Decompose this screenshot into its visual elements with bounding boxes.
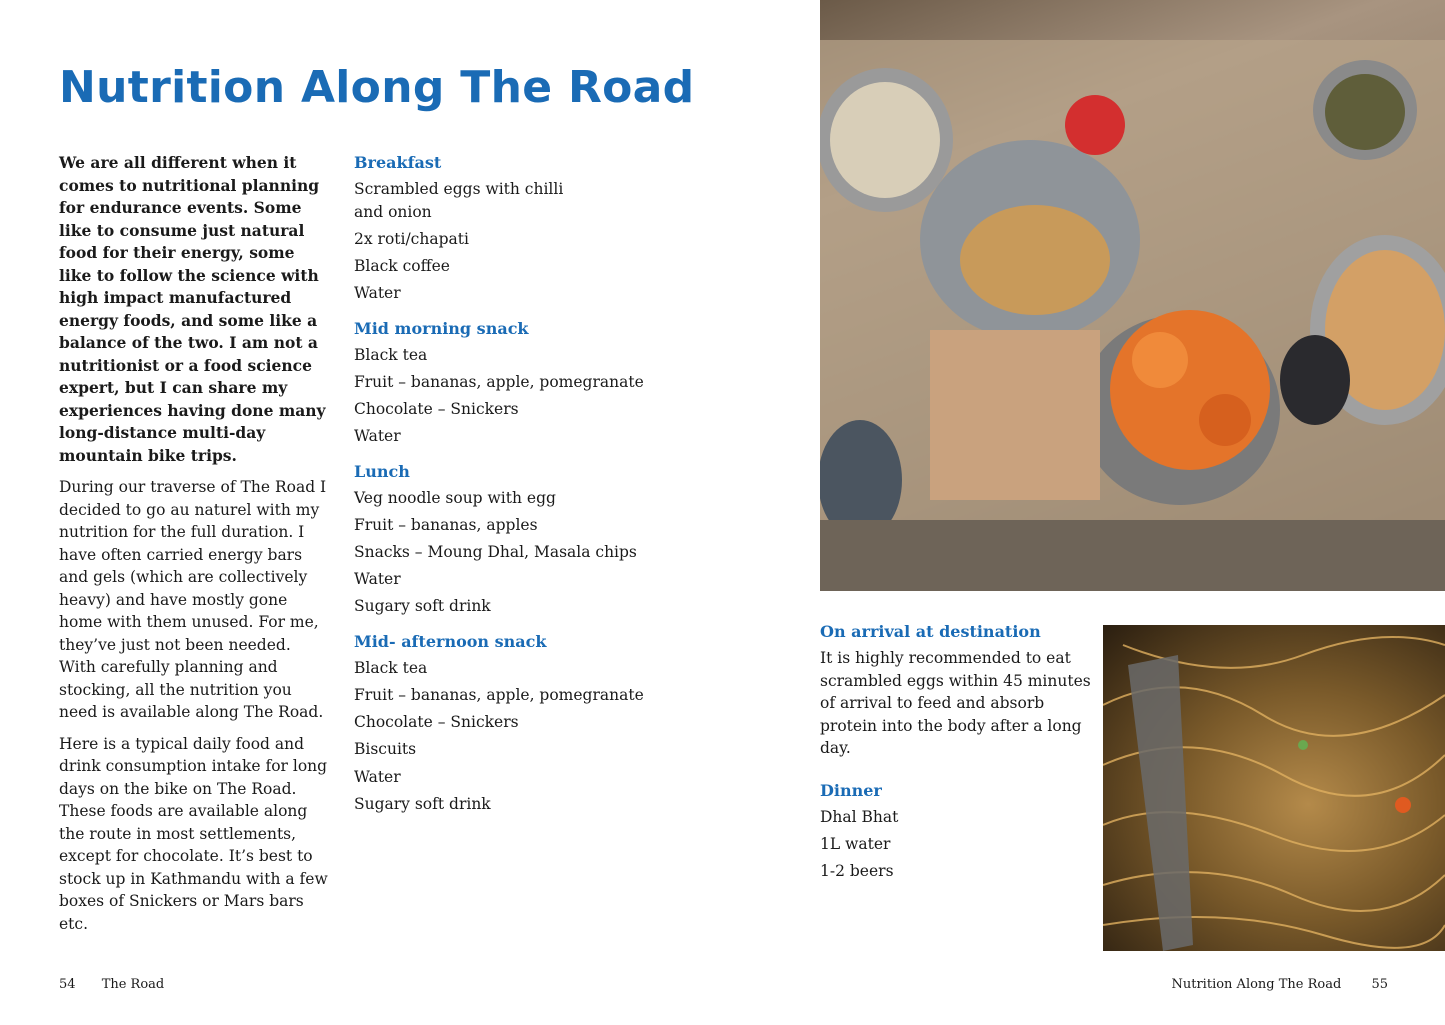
dinner-section bbox=[820, 780, 1095, 883]
meal-section-mid-afternoon bbox=[354, 631, 644, 815]
noodles-photo bbox=[1103, 625, 1445, 951]
running-title: The Road bbox=[101, 977, 165, 992]
list-item: 1L water bbox=[820, 834, 891, 853]
running-title: Nutrition Along The Road bbox=[1171, 977, 1342, 992]
list-item: Scrambled eggs with chilli and onion bbox=[354, 180, 564, 221]
arrival-column bbox=[820, 621, 1095, 895]
section-heading: Lunch bbox=[354, 461, 410, 481]
list-item: Biscuits bbox=[354, 740, 417, 759]
arrival-section bbox=[820, 621, 1095, 760]
list-item: Chocolate – Snickers bbox=[354, 399, 519, 418]
list-item: Water bbox=[354, 570, 401, 589]
list-item: Black tea bbox=[354, 658, 428, 677]
list-item: Fruit – bananas, apples bbox=[354, 515, 538, 534]
list-item: Snacks – Moung Dhal, Masala chips bbox=[354, 543, 637, 561]
list-item: Water bbox=[354, 767, 401, 786]
intro-paragraph: During our traverse of The Road I decided to go au naturel with my nutrition for the full duration. I have often carried energy bars and gels (which are collectively heavy) and have mostly gone home with them unused. For me, they’ve just not been needed. With carefully planning and stocking, all the nutrition you need is available along The Road. bbox=[59, 478, 327, 721]
list-item: Water bbox=[354, 284, 401, 303]
list-item: Black coffee bbox=[354, 256, 450, 275]
list-item: Fruit – bananas, apple, pomegranate bbox=[354, 372, 644, 391]
meal-section-lunch bbox=[354, 461, 644, 618]
section-heading: Breakfast bbox=[354, 153, 442, 172]
section-heading: On arrival at destination bbox=[820, 622, 1041, 641]
list-item: Sugary soft drink bbox=[354, 794, 491, 813]
noodles-illustration bbox=[1103, 625, 1445, 951]
meal-section-breakfast bbox=[354, 152, 644, 305]
arrival-text: It is highly recommended to eat scrambled eggs within 45 minutes of arrival to feed and absorb protein into the body after a long day. bbox=[820, 649, 1091, 757]
meal-section-mid-morning bbox=[354, 318, 644, 448]
list-item: Veg noodle soup with egg bbox=[354, 488, 556, 507]
food-stall-photo bbox=[820, 0, 1445, 591]
list-item: 2x roti/chapati bbox=[354, 229, 469, 248]
section-heading: Mid- afternoon snack bbox=[354, 631, 547, 651]
page-number: 55 bbox=[1371, 977, 1388, 992]
footer-right bbox=[1172, 977, 1389, 992]
list-item: 1-2 beers bbox=[820, 861, 894, 880]
list-item: Water bbox=[354, 427, 401, 446]
intro-paragraph: Here is a typical daily food and drink consumption intake for long days on the bike on The Road. These foods are available along the route in most settlements, except for chocolate. It’s best to stock up in Kathmandu with a few boxes of Snickers or Mars bars etc. bbox=[59, 734, 328, 933]
list-item: Black tea bbox=[354, 345, 428, 364]
footer-left bbox=[59, 977, 164, 992]
meal-column bbox=[354, 152, 644, 828]
list-item: Chocolate – Snickers bbox=[354, 713, 519, 732]
page-number: 54 bbox=[59, 977, 76, 992]
page-title: Nutrition Along The Road bbox=[59, 62, 695, 113]
list-item: Fruit – bananas, apple, pomegranate bbox=[354, 686, 644, 705]
intro-lead-paragraph: We are all different when it comes to nutritional planning for endurance events. Some like to consume just natural food for their energy, some like to follow the science with high impact manufactured energy foods, and some like a balance of the two. I am not a nutritionist or a food science expert, but I can share my experiences having done many long-distance multi-day mountain bike trips. bbox=[59, 153, 326, 465]
section-heading: Mid morning snack bbox=[354, 318, 529, 338]
list-item: Sugary soft drink bbox=[354, 597, 491, 616]
food-stall-illustration bbox=[820, 0, 1445, 591]
list-item: Dhal Bhat bbox=[820, 807, 899, 826]
intro-column bbox=[59, 152, 331, 944]
section-heading: Dinner bbox=[820, 780, 882, 800]
